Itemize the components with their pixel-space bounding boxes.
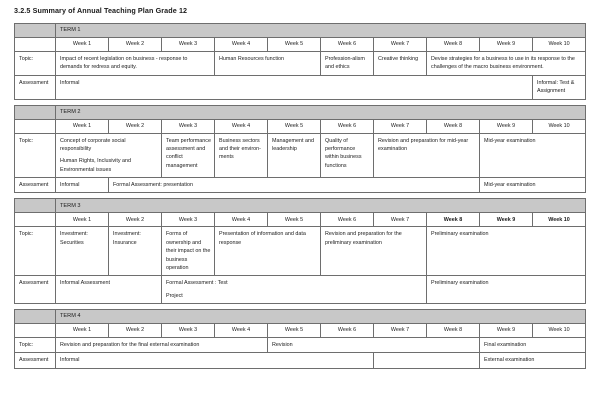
week-header-2: Week 2 <box>109 38 162 52</box>
cell-text-line: Human Resources function <box>219 56 285 62</box>
assessment-cell <box>427 276 586 304</box>
topic-cell <box>109 227 162 276</box>
cell-text-line: Impact of recent legislation on business - response to demands for redress and equity. <box>60 56 188 71</box>
cell-text-line: Human Rights, Inclusivity and Environmental issues <box>60 158 132 173</box>
cell-text-line: Informal <box>60 79 80 86</box>
topic-cell <box>215 227 321 276</box>
plan-table-body <box>15 24 586 369</box>
week-header-corner <box>15 38 56 52</box>
cell-text-line: Formal Assessment: presentation <box>113 182 193 188</box>
week-header-3: Week 3 <box>162 38 215 52</box>
assessment-row <box>15 75 586 99</box>
week-header-7: Week 7 <box>374 324 427 338</box>
week-header-6: Week 6 <box>321 213 374 227</box>
cell-text-line: Preliminary examination <box>431 231 489 238</box>
assessment-row <box>15 178 586 193</box>
assessment-cell <box>56 75 533 99</box>
week-header-9: Week 9 <box>480 38 533 52</box>
cell-text-line: Investment: Securities <box>60 231 88 246</box>
cell-text-line: Team performance assessment and conflict management <box>166 137 211 169</box>
week-header-10: Week 10 <box>533 213 586 227</box>
cell-text-line: Forms of ownership and their impact on the business operation <box>166 231 211 271</box>
term-banner-label: TERM 1 <box>56 24 586 38</box>
week-header-10: Week 10 <box>533 38 586 52</box>
week-header-4: Week 4 <box>215 38 268 52</box>
cell-text-line: Concept of corporate social responsibility <box>60 137 126 152</box>
cell-text-line: Revision and preparation for the preliminary examination <box>325 231 402 246</box>
topic-cell <box>215 52 321 76</box>
term-banner-label: TERM 3 <box>56 199 586 213</box>
topic-cell <box>162 227 215 276</box>
topic-row <box>15 133 586 178</box>
cell-text-line: Devise strategies for a business to use in its response to the challenges of the macro business environment. <box>431 56 575 71</box>
cell-text-line: Profession-alism and ethics <box>325 56 365 71</box>
cell-text-line: Creative thinking <box>378 56 419 62</box>
topic-row-label: Topic: <box>15 133 56 178</box>
topic-cell <box>374 52 427 76</box>
cell-text-line: Mid-year examination <box>484 137 536 144</box>
topic-row-label: Topic: <box>15 338 56 353</box>
cell-text-line: Revision and preparation for the final external examination <box>60 342 200 348</box>
term-banner-label: TERM 4 <box>56 310 586 324</box>
assessment-row <box>15 276 586 304</box>
week-header-1: Week 1 <box>56 38 109 52</box>
cell-text-line: Management and leadership <box>272 137 314 152</box>
week-header-5: Week 5 <box>268 38 321 52</box>
cell-text-line: External examination <box>484 357 535 364</box>
week-header-9: Week 9 <box>480 119 533 133</box>
cell-text-line: Revision and preparation for mid-year examination <box>378 137 469 152</box>
cell-text-line: Mid-year examination <box>484 182 536 188</box>
topic-cell <box>480 133 586 178</box>
cell-text-line: Presentation of information and data response <box>219 231 306 246</box>
week-header-row <box>15 324 586 338</box>
assessment-row-label: Assessment <box>15 75 56 99</box>
page-title: 3.2.5 Summary of Annual Teaching Plan Grade 12 <box>14 6 188 15</box>
week-header-10: Week 10 <box>533 119 586 133</box>
term-banner-spacer <box>15 199 56 213</box>
topic-row <box>15 52 586 76</box>
week-header-corner <box>15 213 56 227</box>
week-header-row <box>15 38 586 52</box>
week-header-5: Week 5 <box>268 213 321 227</box>
topic-cell <box>321 133 374 178</box>
cell-text-line: Revision <box>272 342 293 348</box>
term-banner-spacer <box>15 310 56 324</box>
week-header-5: Week 5 <box>268 324 321 338</box>
topic-cell <box>427 227 586 276</box>
cell-text-line: Quality of performance within business functions <box>325 137 362 169</box>
assessment-cell <box>109 178 480 193</box>
term-banner-row <box>15 105 586 119</box>
assessment-cell <box>56 276 162 304</box>
week-header-corner <box>15 119 56 133</box>
week-header-3: Week 3 <box>162 119 215 133</box>
week-header-6: Week 6 <box>321 324 374 338</box>
term-banner-label: TERM 2 <box>56 105 586 119</box>
cell-text-line: Project <box>166 292 183 299</box>
week-header-2: Week 2 <box>109 119 162 133</box>
week-header-3: Week 3 <box>162 213 215 227</box>
topic-cell <box>162 133 215 178</box>
week-header-8: Week 8 <box>427 38 480 52</box>
topic-row-label: Topic: <box>15 52 56 76</box>
topic-row <box>15 227 586 276</box>
assessment-cell <box>56 178 109 193</box>
week-header-1: Week 1 <box>56 324 109 338</box>
week-header-7: Week 7 <box>374 119 427 133</box>
cell-text-line: Investment: Insurance <box>113 231 141 246</box>
week-header-4: Week 4 <box>215 324 268 338</box>
assessment-cell <box>480 178 586 193</box>
week-header-8: Week 8 <box>427 213 480 227</box>
week-header-10: Week 10 <box>533 324 586 338</box>
cell-text-line: Informal Assessment <box>60 280 111 287</box>
topic-row-label: Topic: <box>15 227 56 276</box>
assessment-cell <box>533 75 586 99</box>
week-header-7: Week 7 <box>374 38 427 52</box>
topic-cell <box>268 338 480 353</box>
term-banner-spacer <box>15 105 56 119</box>
week-header-row <box>15 119 586 133</box>
assessment-row-label: Assessment <box>15 276 56 304</box>
topic-cell <box>321 227 427 276</box>
annual-teaching-plan-table <box>14 23 586 369</box>
cell-text-line: Final examination <box>484 342 527 348</box>
assessment-cell <box>480 353 586 368</box>
topic-cell <box>321 52 374 76</box>
week-header-1: Week 1 <box>56 213 109 227</box>
assessment-cell <box>374 353 480 368</box>
assessment-row <box>15 353 586 368</box>
assessment-cell <box>56 353 374 368</box>
topic-cell <box>427 52 586 76</box>
topic-cell <box>56 227 109 276</box>
week-header-1: Week 1 <box>56 119 109 133</box>
topic-cell <box>56 338 268 353</box>
topic-cell <box>56 133 162 178</box>
assessment-row-label: Assessment <box>15 178 56 193</box>
week-header-2: Week 2 <box>109 213 162 227</box>
topic-cell <box>480 338 586 353</box>
week-header-8: Week 8 <box>427 324 480 338</box>
week-header-6: Week 6 <box>321 38 374 52</box>
topic-cell <box>268 133 321 178</box>
week-header-9: Week 9 <box>480 324 533 338</box>
term-banner-row <box>15 310 586 324</box>
week-header-7: Week 7 <box>374 213 427 227</box>
week-header-9: Week 9 <box>480 213 533 227</box>
topic-cell <box>215 133 268 178</box>
week-header-4: Week 4 <box>215 213 268 227</box>
cell-text-line: Formal Assessment : Test <box>166 280 228 287</box>
cell-text-line: Informal <box>60 182 80 188</box>
cell-text-line: Informal <box>60 357 80 364</box>
topic-cell <box>56 52 215 76</box>
term-banner-spacer <box>15 24 56 38</box>
week-header-5: Week 5 <box>268 119 321 133</box>
cell-text-line: Informal: Test & Assignment <box>537 79 575 95</box>
assessment-row-label: Assessment <box>15 353 56 368</box>
cell-text-line: Preliminary examination <box>431 280 489 287</box>
week-header-2: Week 2 <box>109 324 162 338</box>
topic-cell <box>374 133 480 178</box>
term-banner-row <box>15 24 586 38</box>
week-header-8: Week 8 <box>427 119 480 133</box>
week-header-3: Week 3 <box>162 324 215 338</box>
topic-row <box>15 338 586 353</box>
cell-text-line: Business sectors and their environ-ments <box>219 137 261 161</box>
term-banner-row <box>15 199 586 213</box>
week-header-6: Week 6 <box>321 119 374 133</box>
assessment-cell <box>162 276 427 304</box>
week-header-row <box>15 213 586 227</box>
week-header-corner <box>15 324 56 338</box>
week-header-4: Week 4 <box>215 119 268 133</box>
